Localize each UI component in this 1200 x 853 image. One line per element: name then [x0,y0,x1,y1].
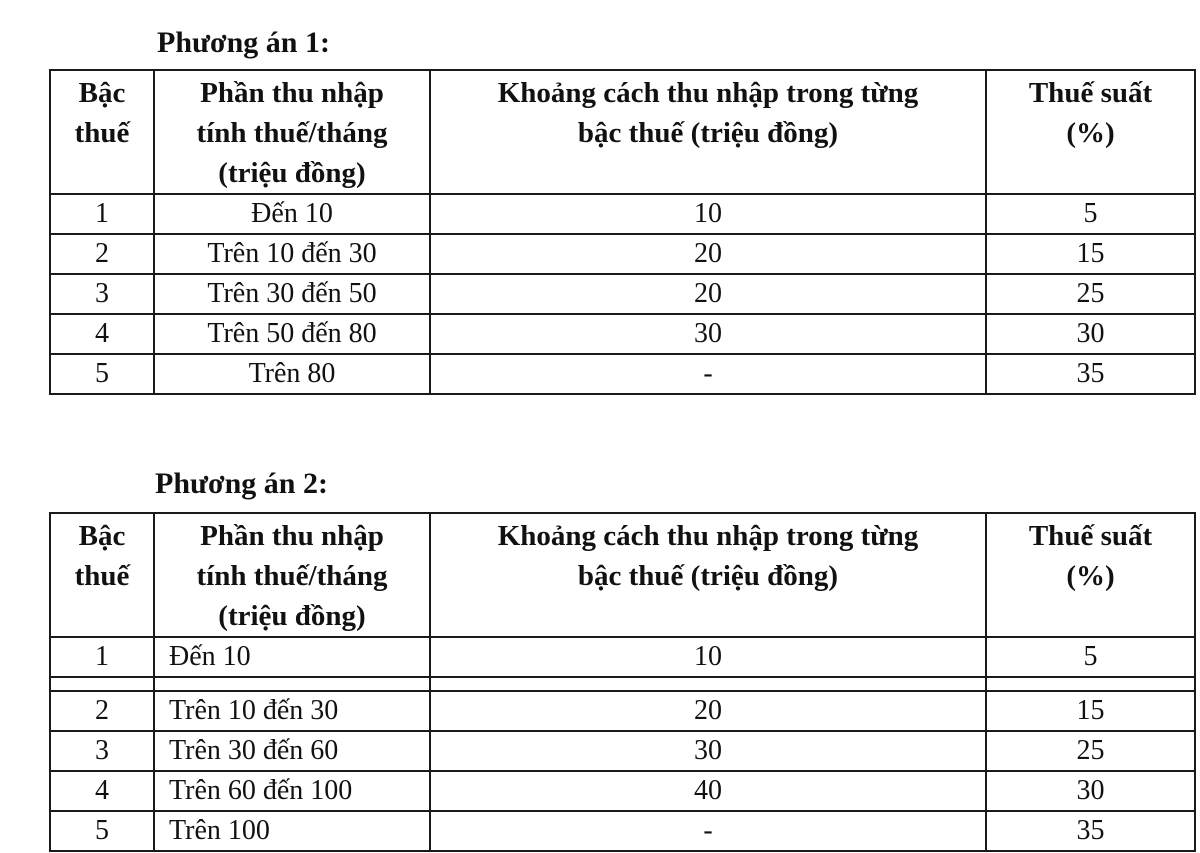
table-row [50,637,1195,677]
income-cell: Đến 10 [154,637,430,677]
rate-cell: 35 [986,811,1195,851]
bracket-cell: 4 [50,314,154,354]
plan-1-title: Phương án 1: [157,26,330,59]
header-taxable-income: Phần thu nhập tính thuế/tháng (triệu đồng) [154,513,430,637]
bracket-cell: 2 [50,234,154,274]
bracket-cell: 3 [50,274,154,314]
table-row [50,194,1195,234]
income-cell: Trên 10 đến 30 [154,691,430,731]
rate-cell: 5 [986,637,1195,677]
income-cell: Trên 30 đến 50 [154,274,430,314]
range-cell: 20 [430,274,986,314]
bracket-cell: 5 [50,354,154,394]
table-row [50,274,1195,314]
plan-1-table [49,69,1196,395]
header-tax-bracket: Bậc thuế [50,513,154,637]
table-row [50,354,1195,394]
bracket-cell: 5 [50,811,154,851]
rate-cell: 25 [986,731,1195,771]
range-cell: - [430,811,986,851]
header-taxable-income: Phần thu nhập tính thuế/tháng (triệu đồng) [154,70,430,194]
table-gap [50,677,1195,691]
range-cell: 10 [430,637,986,677]
income-cell: Trên 80 [154,354,430,394]
plan-2-table [49,512,1196,852]
rate-cell: 30 [986,314,1195,354]
header-tax-rate: Thuế suất (%) [986,70,1195,194]
table-header-row [50,70,1195,194]
rate-cell: 25 [986,274,1195,314]
rate-cell: 30 [986,771,1195,811]
range-cell: 20 [430,691,986,731]
plan-2-title: Phương án 2: [155,467,328,500]
bracket-cell: 1 [50,194,154,234]
income-cell: Trên 30 đến 60 [154,731,430,771]
header-tax-rate: Thuế suất (%) [986,513,1195,637]
rate-cell: 5 [986,194,1195,234]
header-tax-bracket: Bậc thuế [50,70,154,194]
income-cell: Trên 100 [154,811,430,851]
income-cell: Đến 10 [154,194,430,234]
bracket-cell: 2 [50,691,154,731]
bracket-cell: 3 [50,731,154,771]
bracket-cell: 4 [50,771,154,811]
table-row [50,771,1195,811]
bracket-cell: 1 [50,637,154,677]
range-cell: 10 [430,194,986,234]
range-cell: 20 [430,234,986,274]
income-cell: Trên 60 đến 100 [154,771,430,811]
table-row [50,691,1195,731]
header-income-range: Khoảng cách thu nhập trong từng bậc thuế (triệu đồng) [430,70,986,194]
range-cell: - [430,354,986,394]
table-header-row [50,513,1195,637]
rate-cell: 35 [986,354,1195,394]
header-income-range: Khoảng cách thu nhập trong từng bậc thuế (triệu đồng) [430,513,986,637]
rate-cell: 15 [986,691,1195,731]
income-cell: Trên 10 đến 30 [154,234,430,274]
range-cell: 30 [430,314,986,354]
range-cell: 30 [430,731,986,771]
table-row [50,811,1195,851]
rate-cell: 15 [986,234,1195,274]
table-row [50,731,1195,771]
table-row [50,234,1195,274]
range-cell: 40 [430,771,986,811]
table-row [50,314,1195,354]
income-cell: Trên 50 đến 80 [154,314,430,354]
